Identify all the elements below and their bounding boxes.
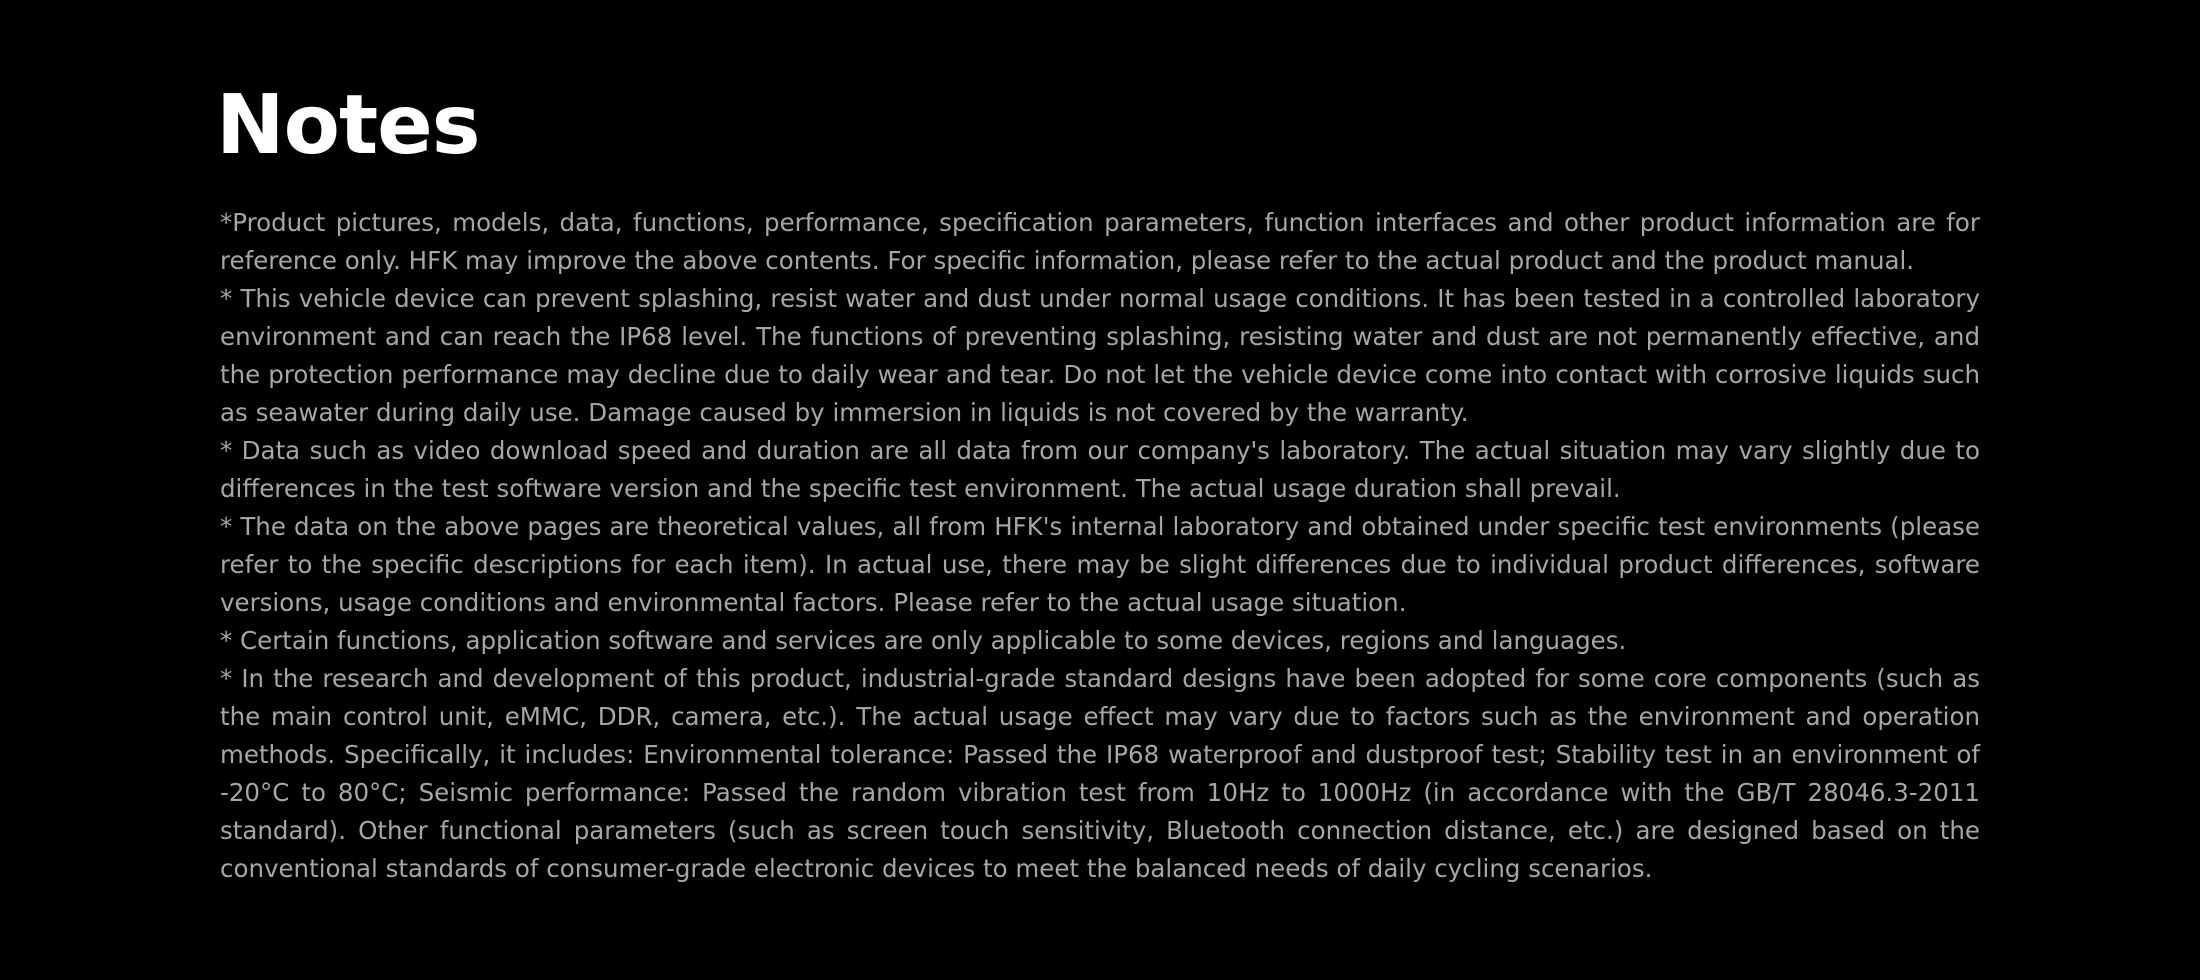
note-paragraph: * Data such as video download speed and duration are all data from our company's laboratory. The actual situation may vary slightly due to differences in the test software version and the specific test environment. The actual usage duration shall prevail.	[220, 436, 1980, 503]
note-paragraph: * The data on the above pages are theoretical values, all from HFK's internal laboratory and obtained under specific test environments (please refer to the specific descriptions for each item). In actual use, there may be slight differences due to individual product differences, software versions, usage conditions and environmental factors. Please refer to the actual usage situation.	[220, 512, 1980, 617]
notes-body	[220, 204, 1980, 888]
note-paragraph: * In the research and development of this product, industrial-grade standard designs have been adopted for some core components (such as the main control unit, eMMC, DDR, camera, etc.). The actual usage effect may vary due to factors such as the environment and operation methods. Specifically, it includes: Environmental tolerance: Passed the IP68 waterproof and dustproof test; Stability test in an environment of -20°C to 80°C; Seismic performance: Passed the random vibration test from 10Hz to 1000Hz (in accordance with the GB/T 28046.3-2011 standard). Other functional parameters (such as screen touch sensitivity, Bluetooth connection distance, etc.) are designed based on the conventional standards of consumer-grade electronic devices to meet the balanced needs of daily cycling scenarios.	[220, 664, 1980, 883]
note-paragraph: * Certain functions, application software and services are only applicable to some devices, regions and languages.	[220, 626, 1627, 655]
notes-section	[216, 74, 1980, 883]
page-title: Notes	[216, 78, 480, 173]
note-paragraph: *Product pictures, models, data, functions, performance, specification parameters, function interfaces and other product information are for reference only. HFK may improve the above contents. For specific information, please refer to the actual product and the product manual.	[220, 208, 1980, 275]
note-paragraph: * This vehicle device can prevent splashing, resist water and dust under normal usage conditions. It has been tested in a controlled laboratory environment and can reach the IP68 level. The functions of preventing splashing, resisting water and dust are not permanently effective, and the protection performance may decline due to daily wear and tear. Do not let the vehicle device come into contact with corrosive liquids such as seawater during daily use. Damage caused by immersion in liquids is not covered by the warranty.	[220, 284, 1980, 427]
